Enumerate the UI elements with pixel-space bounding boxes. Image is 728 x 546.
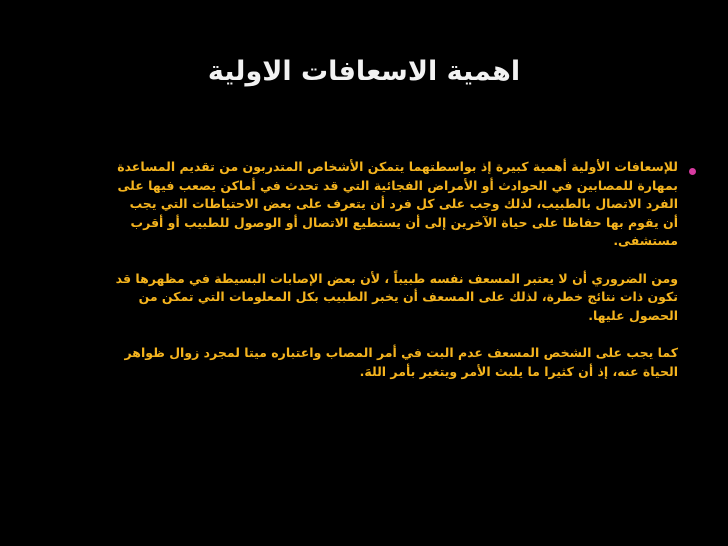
body-paragraph-1: للإسعافات الأولية أهمية كبيرة إذ بواسطتهما يتمكن الأشخاص المتدربون من تقديم المساعدة بمهارة للمصابين في الحوادث أو الأمراض الفجائية التي قد تحدث في أماكن يصعب فيها على الفرد الاتصال بالطبيب، لذلك وجب على كل فرد أن يتعرف على بعض الاحتياطات التي يجب أن يقوم بها حفاظا على حياة الآخرين إلى أن يستطيع الاتصال أو الوصول للطبيب أو أقرب مستشفى. <box>117 159 678 249</box>
slide-title: اهمية الاسعافات الاولية <box>207 56 521 87</box>
bullet-icon <box>689 168 696 175</box>
body-paragraph-2: ومن الضروري أن لا يعتبر المسعف نفسه طبيباً ، لأن بعض الإصابات البسيطة في مظهرها قد تكون ذات نتائج خطرة، لذلك على المسعف أن يخبر الطبيب بكل المعلومات التي تمكن من الحصول عليها. <box>115 270 678 323</box>
body-paragraph-3: كما يجب على الشخص المسعف عدم البت في أمر المصاب واعتباره ميتا لمجرد زوال ظواهر الحياة عنه، إذ أن كثيرا ما يلبث الأمر ويتغير بأمر اللهَ. <box>124 344 678 379</box>
slide-body <box>112 158 678 400</box>
